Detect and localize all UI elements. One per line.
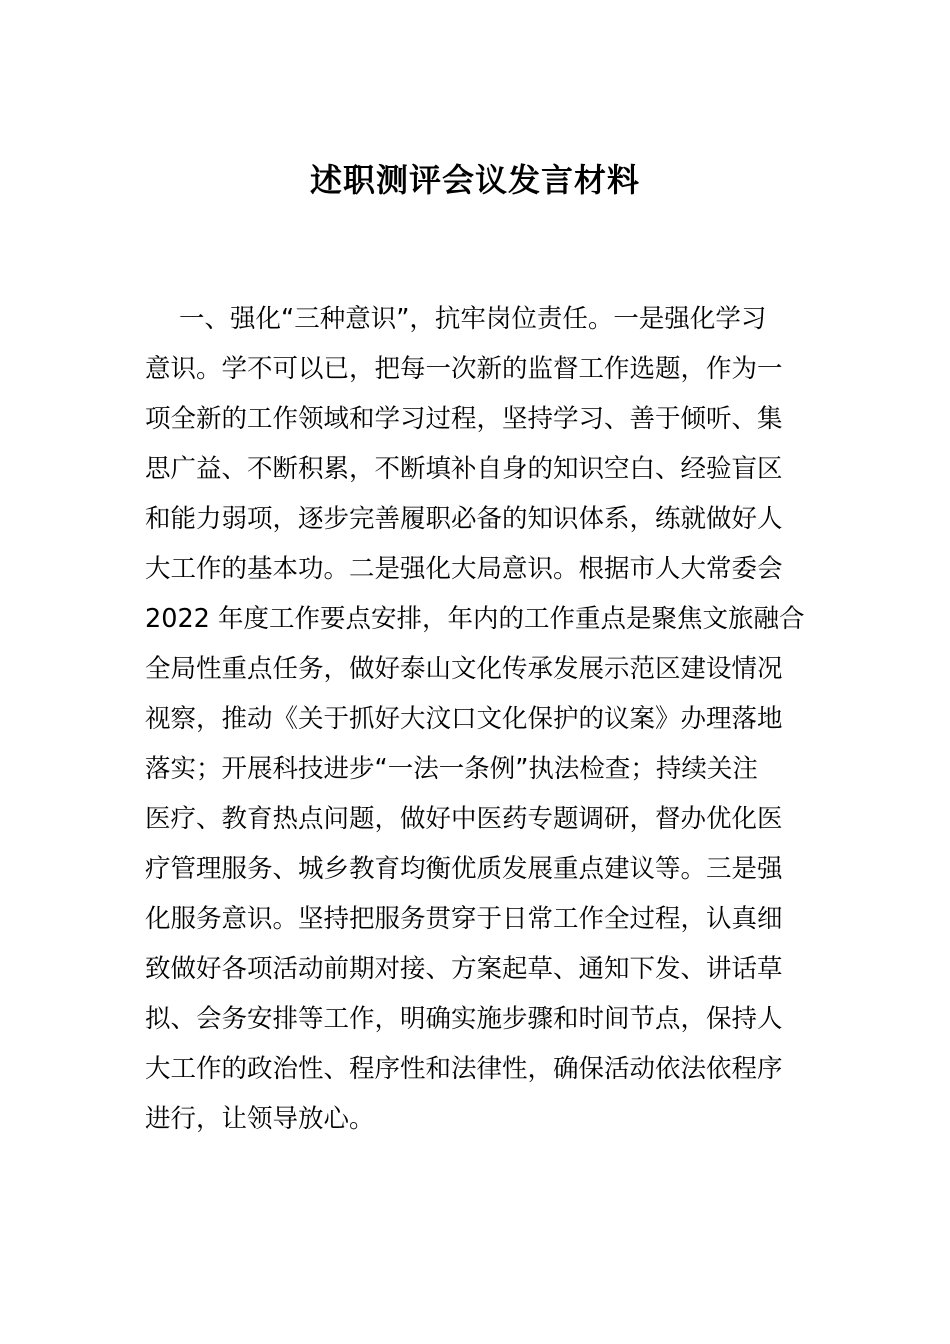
- body-line: 落实；开展科技进步“一法一条例”执法检查；持续关注: [145, 754, 758, 784]
- body-line: 大工作的基本功。二是强化大局意识。根据市人大常委会: [145, 554, 783, 584]
- body-line: 拟、会务安排等工作，明确实施步骤和时间节点，保持人: [145, 1004, 783, 1034]
- body-line: 2022 年度工作要点安排，年内的工作重点是聚焦文旅融合: [145, 604, 805, 634]
- document-body: [145, 294, 825, 1144]
- body-line: 思广益、不断积累，不断填补自身的知识空白、经验盲区: [145, 454, 783, 484]
- body-line: 项全新的工作领域和学习过程，坚持学习、善于倾听、集: [145, 404, 783, 434]
- body-line: 一、强化“三种意识”，抗牢岗位责任。一是强化学习: [179, 304, 767, 334]
- body-line: 大工作的政治性、程序性和法律性，确保活动依法依程序: [145, 1054, 783, 1084]
- body-line: 疗管理服务、城乡教育均衡优质发展重点建议等。三是强: [145, 854, 783, 884]
- body-line: 视察，推动《关于抓好大汶口文化保护的议案》办理落地: [145, 704, 783, 734]
- body-line: 致做好各项活动前期对接、方案起草、通知下发、讲话草: [145, 954, 783, 984]
- body-line: 进行，让领导放心。: [145, 1104, 375, 1134]
- body-line: 医疗、教育热点问题，做好中医药专题调研，督办优化医: [145, 804, 783, 834]
- body-line: 化服务意识。坚持把服务贯穿于日常工作全过程，认真细: [145, 904, 783, 934]
- document-title: 述职测评会议发言材料: [309, 161, 640, 199]
- body-line: 全局性重点任务，做好泰山文化传承发展示范区建设情况: [145, 654, 783, 684]
- body-line: 和能力弱项，逐步完善履职必备的知识体系，练就做好人: [145, 504, 783, 534]
- body-line: 意识。学不可以已，把每一次新的监督工作选题，作为一: [145, 354, 783, 384]
